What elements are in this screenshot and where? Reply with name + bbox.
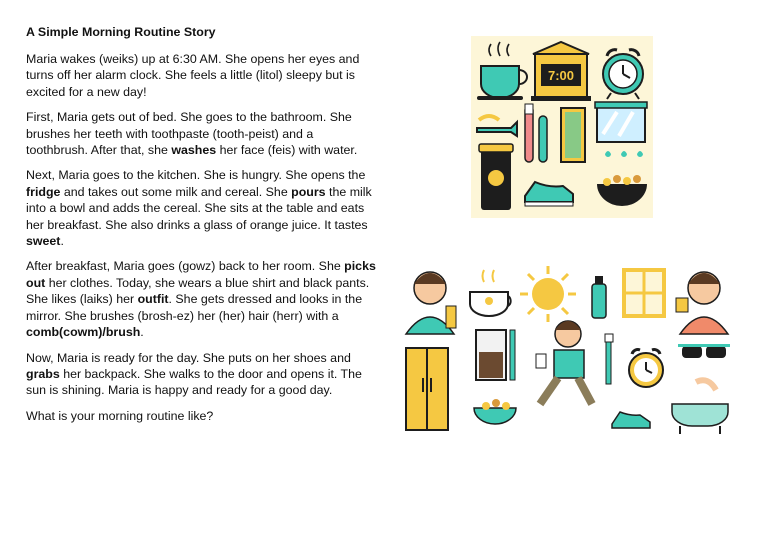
text-run: the milk into a bowl and adds the cereal. She sits at the table and eats her breakfast. She also drinks a glass of orange juice. It tastes — [26, 184, 372, 232]
story-paragraph — [26, 51, 378, 100]
text-run: . She gets dressed and looks in the mirror. She brushes (brosh-ez) her (her) hair (herr) with a — [26, 292, 363, 323]
bold-word: fridge — [26, 184, 61, 199]
tube-icon — [561, 108, 585, 162]
fridge-icon — [406, 348, 448, 430]
story-paragraph — [26, 350, 378, 399]
clock-tower-icon — [531, 42, 591, 101]
text-run: her backpack. She walks to the door and opens it. The sun is shining. Maria is happy and ready for a good day. — [26, 366, 362, 398]
bold-word: washes — [171, 143, 217, 158]
text-run: her face (feis) with water. — [216, 143, 358, 158]
text-run: . — [140, 325, 144, 340]
story-paragraph — [26, 109, 378, 158]
bold-word: sweet — [26, 234, 61, 249]
clock-time: 7:00 — [547, 68, 575, 83]
thermos-icon — [479, 144, 513, 210]
window-icon — [624, 270, 664, 316]
text-run: Now, Maria is ready for the day. She puts on her shoes and — [26, 350, 351, 365]
text-run: and takes out some milk and cereal. She — [60, 184, 292, 199]
story-paragraph — [26, 167, 378, 249]
text-run: What is your morning routine like? — [26, 408, 214, 423]
bold-word: outfit — [137, 292, 169, 307]
text-run: After breakfast, Maria goes (gowz) back to her room. She — [26, 259, 345, 274]
morning-activities-illustration — [400, 258, 732, 436]
bold-word: comb(cowm)/brush — [26, 325, 141, 340]
text-run: Maria wakes (weiks) up at 6:30 AM. She opens her eyes and turns off her alarm clock. She feels a little (litol) sleepy but is excited for a new day! — [26, 52, 360, 99]
text-run: First, Maria gets out of bed. She goes to the bathroom. She brushes her teeth with toothpaste (tooth-peist) and a toothbrush. After that, she — [26, 110, 352, 158]
bold-word: pours — [291, 184, 326, 199]
story-paragraph — [26, 258, 378, 340]
text-run: . — [60, 234, 64, 249]
bold-word: picks out — [26, 259, 376, 290]
morning-routine-illustration — [471, 36, 653, 218]
story-paragraph — [26, 408, 378, 424]
document-body — [26, 24, 378, 433]
bold-word: grabs — [26, 366, 60, 381]
text-run: Next, Maria goes to the kitchen. She is hungry. She opens the — [26, 168, 366, 183]
page-title: A Simple Morning Routine Story — [26, 25, 216, 39]
text-run: her clothes. Today, she wears a blue shirt and black pants. She likes (laiks) her — [26, 275, 370, 307]
story-paragraphs — [26, 51, 378, 424]
